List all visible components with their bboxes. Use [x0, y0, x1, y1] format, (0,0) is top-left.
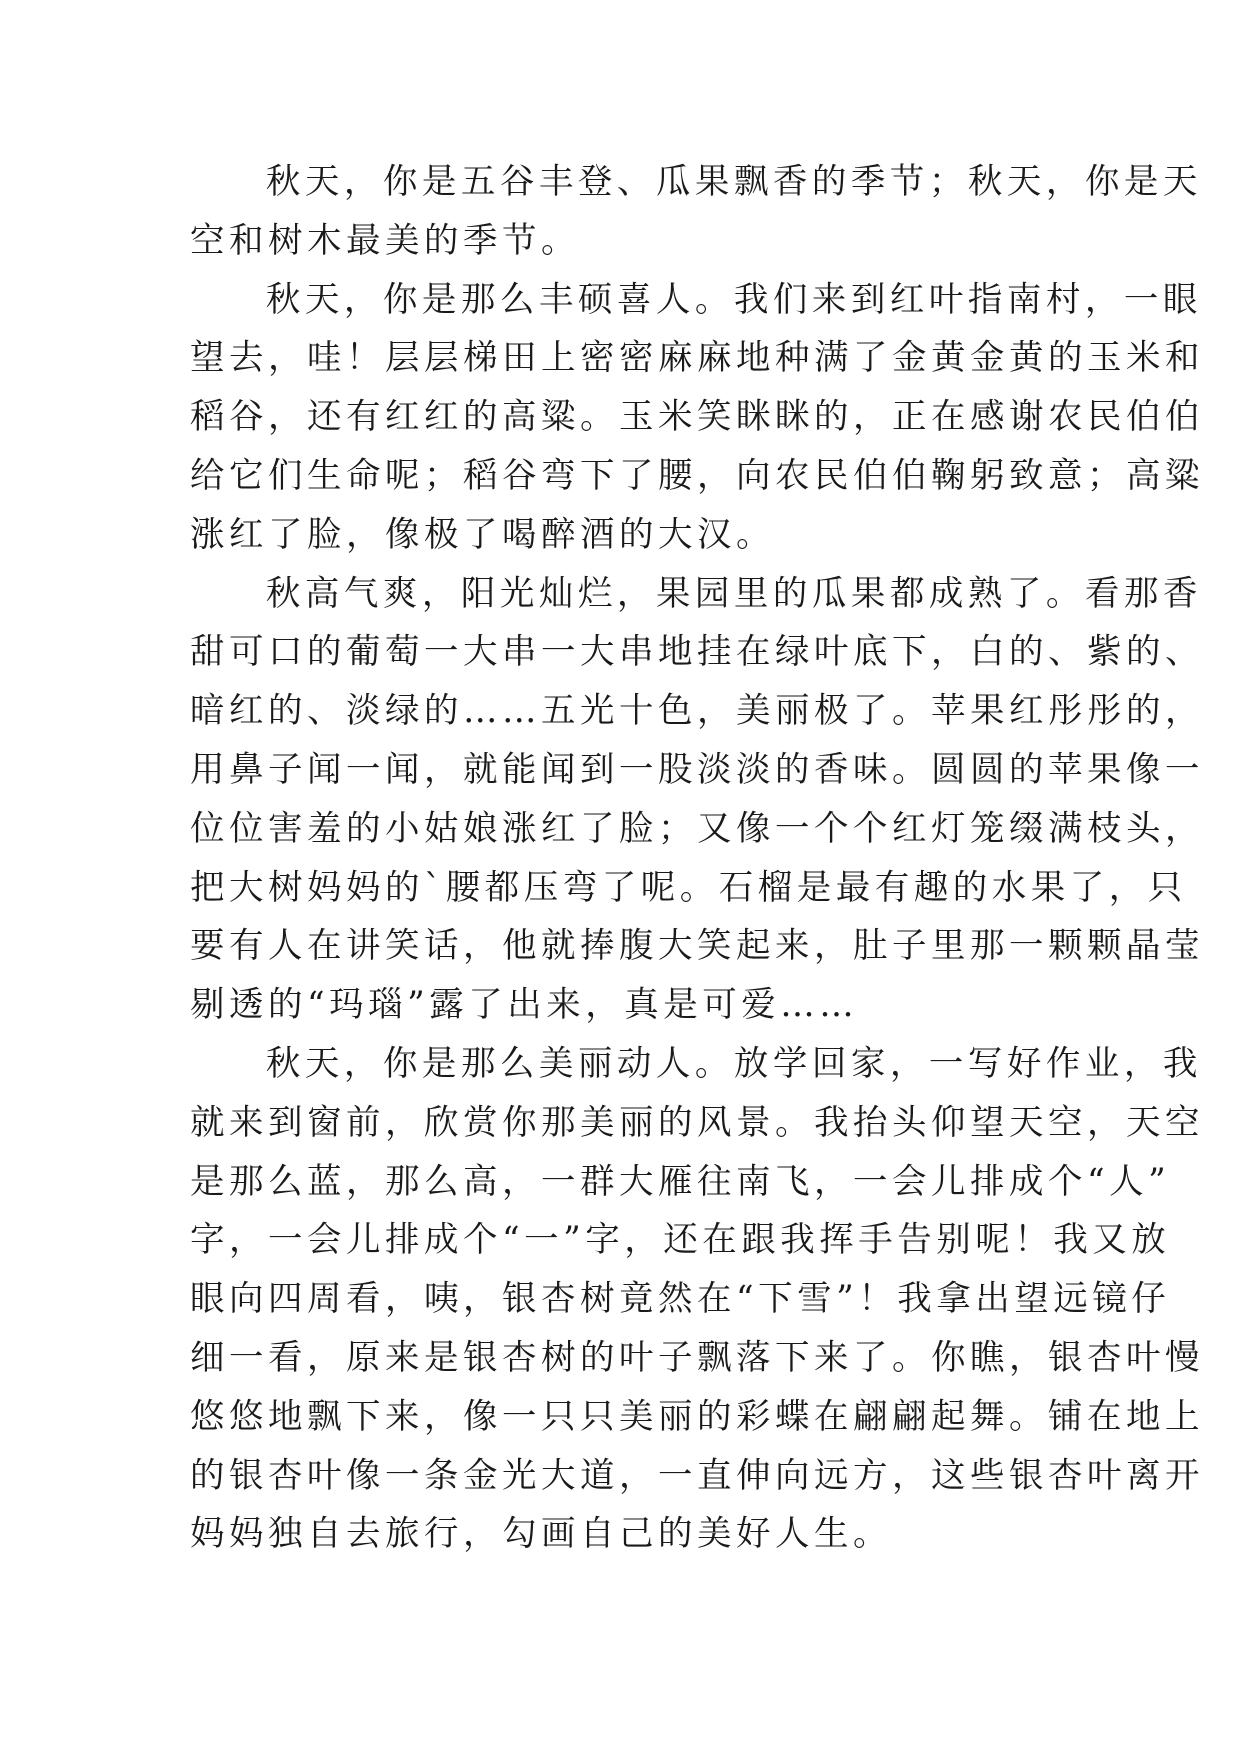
paragraph-line: 细一看，原来是银杏树的叶子飘落下来了。你瞧，银杏叶慢 — [190, 1337, 1204, 1378]
paragraph-1 — [190, 153, 1202, 271]
paragraph-line: 要有人在讲笑话，他就捧腹大笑起来，肚子里那一颗颗晶莹 — [190, 926, 1204, 967]
paragraph-line: 秋高气爽，阳光灿烂，果园里的瓜果都成熟了。看那香 — [265, 573, 1202, 614]
paragraph-line: 把大树妈妈的`腰都压弯了呢。石榴是最有趣的水果了，只 — [190, 867, 1187, 908]
paragraph-line: 涨红了脸，像极了喝醉酒的大汉。 — [190, 514, 775, 555]
paragraph-line: 暗红的、淡绿的……五光十色，美丽极了。苹果红彤彤的， — [190, 691, 1204, 732]
paragraph-line: 空和树木最美的季节。 — [190, 220, 580, 261]
paragraph-line: 秋天，你是五谷丰登、瓜果飘香的季节；秋天，你是天 — [265, 162, 1202, 202]
paragraph-line: 是那么蓝，那么高，一群大雁往南飞，一会儿排成个“人” — [190, 1161, 1171, 1202]
paragraph-line: 的银杏叶像一条金光大道，一直伸向远方，这些银杏叶离开 — [190, 1455, 1204, 1496]
paragraph-line: 悠悠地飘下来，像一只只美丽的彩蝶在翩翩起舞。铺在地上 — [190, 1396, 1204, 1437]
paragraph-line: 剔透的“玛瑙”露了出来，真是可爱…… — [190, 985, 859, 1026]
paragraph-line: 给它们生命呢；稻谷弯下了腰，向农民伯伯鞠躬致意；高粱 — [190, 455, 1204, 496]
paragraph-line: 甜可口的葡萄一大串一大串地挂在绿叶底下，白的、紫的、 — [190, 632, 1204, 673]
paragraph-line: 稻谷，还有红红的高粱。玉米笑眯眯的，正在感谢农民伯伯 — [190, 397, 1204, 438]
paragraph-line: 望去，哇！层层梯田上密密麻麻地种满了金黄金黄的玉米和 — [190, 338, 1204, 379]
paragraph-3 — [190, 565, 1204, 1035]
paragraph-line: 用鼻子闻一闻，就能闻到一股淡淡的香味。圆圆的苹果像一 — [190, 749, 1204, 790]
paragraph-line: 妈妈独自去旅行，勾画自己的美好人生。 — [190, 1514, 892, 1555]
paragraph-line: 位位害羞的小姑娘涨红了脸；又像一个个红灯笼缀满枝头， — [190, 808, 1204, 849]
paragraph-line: 就来到窗前，欣赏你那美丽的风景。我抬头仰望天空，天空 — [190, 1102, 1204, 1143]
paragraph-line: 秋天，你是那么丰硕喜人。我们来到红叶指南村，一眼 — [265, 279, 1202, 320]
paragraph-4 — [190, 1035, 1204, 1564]
paragraph-line: 眼向四周看，咦，银杏树竟然在“下雪”！我拿出望远镜仔 — [190, 1279, 1171, 1320]
paragraph-line: 字，一会儿排成个“一”字，还在跟我挥手告别呢！我又放 — [190, 1220, 1171, 1261]
article-body — [190, 153, 1204, 1564]
paragraph-2 — [190, 271, 1204, 565]
paragraph-line: 秋天，你是那么美丽动人。放学回家，一写好作业，我 — [265, 1043, 1202, 1084]
